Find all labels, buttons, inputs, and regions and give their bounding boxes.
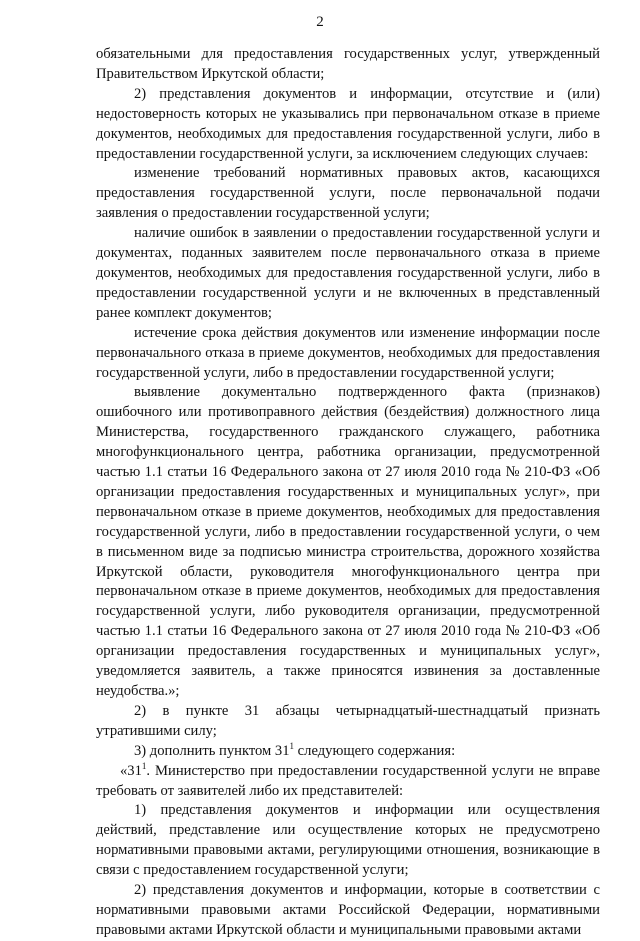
- paragraph: истечение срока действия документов или изменение информации после первоначального отказа в приеме документов, необходимых для предоставления государственной услуги, либо в предоставлении государственной услуги;: [96, 324, 600, 381]
- paragraph-item-3: [96, 742, 600, 762]
- item-3-suffix: следующего содержания:: [294, 742, 456, 759]
- document-body: [96, 45, 600, 941]
- paragraph: наличие ошибок в заявлении о предоставлении государственной услуги и документах, поданных заявителем после первоначального отказа в приеме документов, необходимых для предоставления государственной услуги, либо в предоставлении государственной услуги и не включенных в представленный ранее комплект документов;: [96, 225, 600, 321]
- paragraph: выявление документально подтвержденного факта (признаков) ошибочного или противоправного действия (бездействия) должностного лица Министерства, государственного гражданского служащего, работника многофункционального центра, работника организации, предусмотренной частью 1.1 статьи 16 Федерального закона от 27 июля 2010 года № 210-ФЗ «Об организации предоставления государственных и муниципальных услуг», при первоначальном отказе в приеме документов, необходимых для предоставления государственной услуги, либо в предоставлении государственной услуги, о чем в письменном виде за подписью министра строительства, дорожного хозяйства Иркутской области, руководителя многофункционального центра при первоначальном отказе в приеме документов, необходимых для предоставления государственной услуги, либо руководителя организации, предусмотренной частью 1.1 статьи 16 Федерального закона от 27 июля 2010 года № 210-ФЗ «Об организации предоставления государственных и муниципальных услуг», уведомляется заявитель, а также приносятся извинения за доставленные неудобства.»;: [96, 384, 600, 699]
- paragraph: 2) представления документов и информации, которые в соответствии с нормативными правовыми актами Российской Федерации, нормативными правовыми актами Иркутской области и муниципальными правовыми актами: [96, 882, 600, 938]
- page-number: 2: [316, 14, 324, 30]
- paragraph: изменение требований нормативных правовых актов, касающихся предоставления государственной услуги, после первоначальной подачи заявления о предоставлении государственной услуги;: [96, 165, 600, 222]
- item-31-prefix: «31: [120, 762, 142, 779]
- item-3-superscript: 1: [289, 740, 295, 751]
- paragraph: 1) представления документов и информации или осуществления действий, представление или осуществление которых не предусмотрено нормативными правовыми актами, регулирующими отношения, возникающие в связи с предоставлением государственной услуги;: [96, 802, 600, 879]
- item-31-suffix: . Министерство при предоставлении государственной услуги не вправе требовать от заявителей либо их представителей:: [96, 762, 600, 799]
- paragraph: обязательными для предоставления государственных услуг, утвержденный Правительством Иркутской области;: [96, 46, 600, 82]
- paragraph-item-31: [96, 762, 600, 802]
- paragraph: 2) представления документов и информации, отсутствие и (или) недостоверность которых не указывались при первоначальном отказе в приеме документов, необходимых для предоставления государственной услуги, либо в предоставлении государственной услуги, за исключением следующих случаев:: [96, 85, 600, 162]
- item-31-superscript: 1: [141, 760, 147, 771]
- item-3-prefix: 3) дополнить пунктом 31: [134, 742, 290, 759]
- paragraph: 2) в пункте 31 абзацы четырнадцатый-шестнадцатый признать утратившими силу;: [96, 702, 600, 739]
